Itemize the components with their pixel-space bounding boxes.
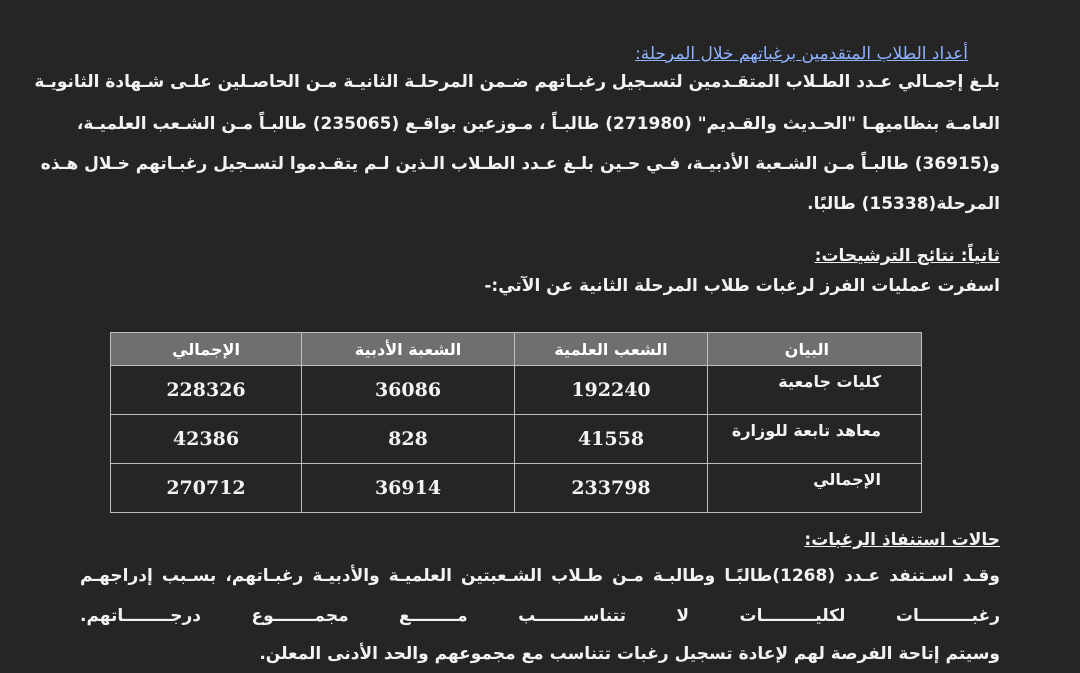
header-statement: البيان <box>708 333 922 366</box>
header-scientific: الشعب العلمية <box>515 333 708 366</box>
table-row <box>111 415 922 464</box>
cell-total: 228326 <box>111 366 302 415</box>
section3-line-3: وسيتم إتاحة الفرصة لهم لإعادة تسجيل رغبات تتناسب مع مجموعهم والحد الأدنى المعلن. <box>259 644 1000 664</box>
section3-line-2: رغبـــــــــات لكليـــــــــات لا تتناســــــــب مــــــــع مجمـــــــوع درجــــــــاتهم. <box>80 606 1000 626</box>
table-row <box>111 464 922 513</box>
section1-line-4: المرحلة(15338) طالبًا. <box>807 194 1000 214</box>
section2-heading: ثانياً: نتائج الترشيحات: <box>814 246 1000 266</box>
section1-heading[interactable]: أعداد الطلاب المتقدمين برغباتهم خلال المرحلة: <box>635 44 968 64</box>
section2-intro: اسفرت عمليات الفرز لرغبات طلاب المرحلة الثانية عن الآتي:- <box>484 276 1000 296</box>
section3-line-1: وقـد اسـتنفد عـدد (1268)طالبًـا وطالبـة مـن طـلاب الشـعبتين العلميـة والأدبيـة رغبـاتهم، بسـبب إدراجهـم <box>80 566 1000 586</box>
section1-line-2: العامـة بنظاميهـا "الحـديث والقـديم" (271980) طالبـاً ، مـوزعين بواقـع (235065) طالبـاً مـن الشـعب العلميـة، <box>76 114 1000 134</box>
cell-literary: 828 <box>302 415 515 464</box>
section3-heading: حالات استنفاذ الرغبات: <box>804 530 1000 550</box>
cell-total: 270712 <box>111 464 302 513</box>
table-header-row <box>111 333 922 366</box>
row-label: الإجمالي <box>708 464 922 513</box>
table-row <box>111 366 922 415</box>
row-label: معاهد تابعة للوزارة <box>708 415 922 464</box>
section1-line-3: و(36915) طالبـاً مـن الشـعبة الأدبيـة، فـي حـين بلـغ عـدد الطـلاب الـذين لـم يتقـدموا لتسـجيل رغبـاتهم خـلال هـذه <box>40 154 1000 174</box>
row-label: كليات جامعية <box>708 366 922 415</box>
cell-scientific: 41558 <box>515 415 708 464</box>
results-table <box>110 332 922 513</box>
cell-scientific: 233798 <box>515 464 708 513</box>
cell-literary: 36914 <box>302 464 515 513</box>
cell-literary: 36086 <box>302 366 515 415</box>
section1-line-1: بلـغ إجمـالي عـدد الطـلاب المتقـدمين لتسـجيل رغبـاتهم ضـمن المرحلـة الثانيـة مـن الحاصـلين علـى شـهادة الثانويـة <box>34 72 1000 92</box>
cell-scientific: 192240 <box>515 366 708 415</box>
header-total: الإجمالي <box>111 333 302 366</box>
header-literary: الشعبة الأدبية <box>302 333 515 366</box>
cell-total: 42386 <box>111 415 302 464</box>
